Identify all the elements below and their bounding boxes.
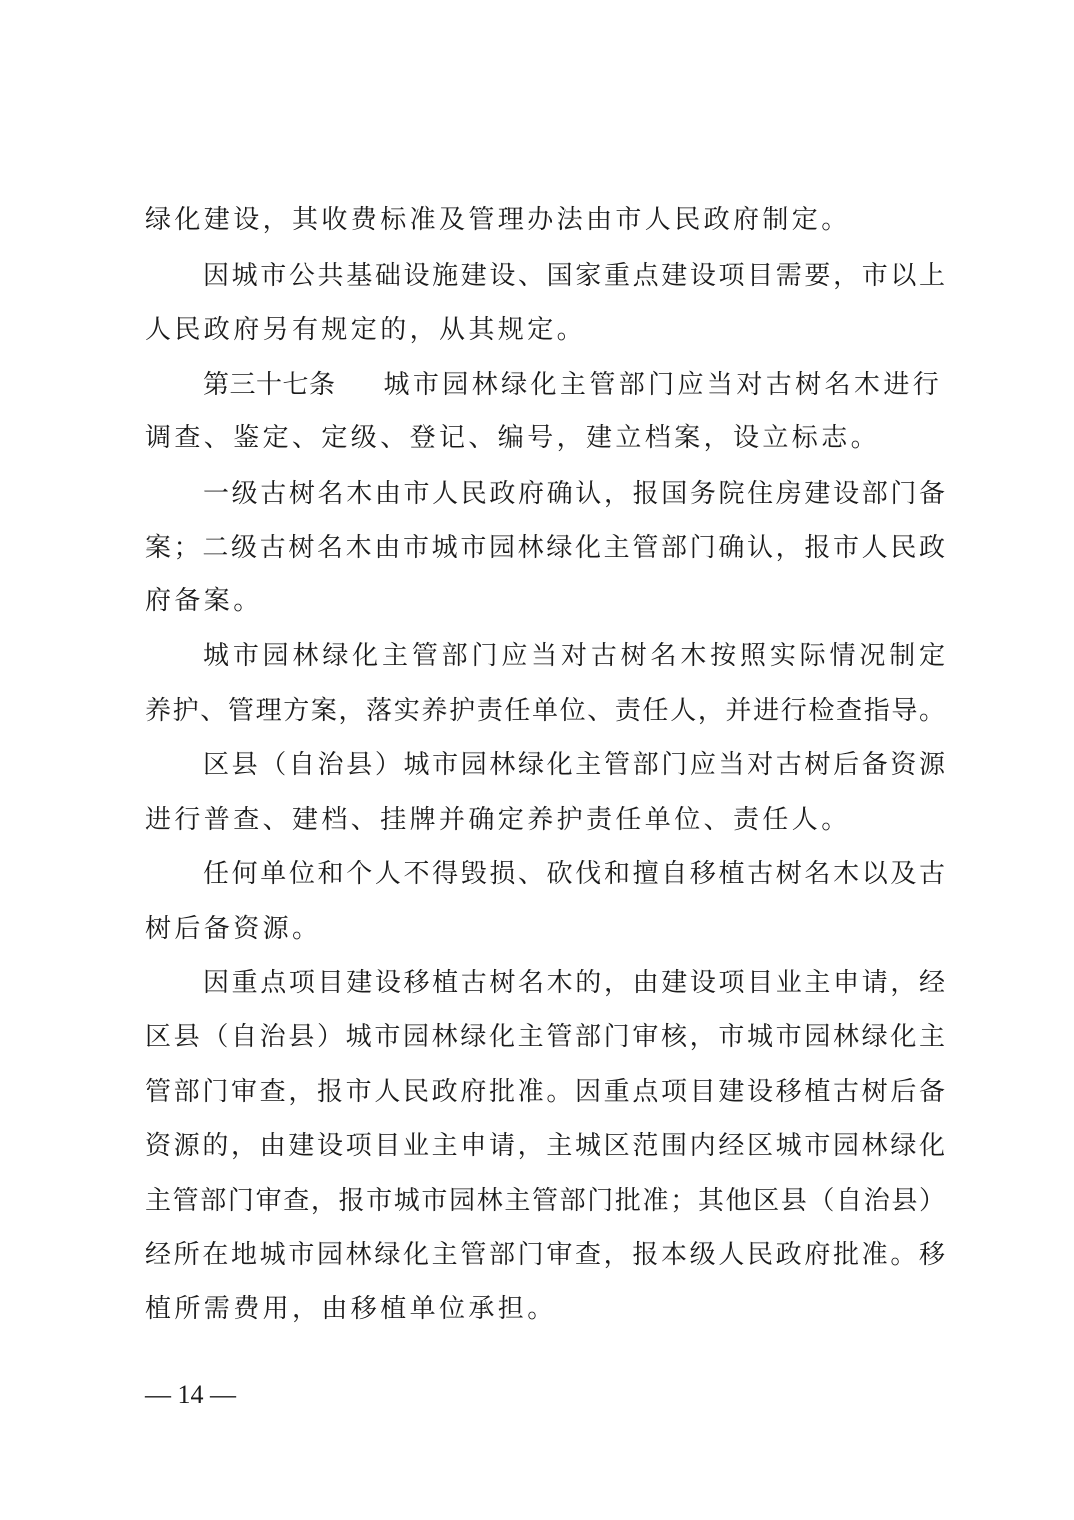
paragraph-line: 案；二级古树名木由市城市园林绿化主管部门确认，报市人民政 [145, 533, 945, 563]
paragraph-line: 城市园林绿化主管部门应当对古树名木按照实际情况制定 [203, 641, 945, 671]
paragraph-line: 区县（自治县）城市园林绿化主管部门应当对古树后备资源 [203, 750, 945, 780]
paragraph-line: 一级古树名木由市人民政府确认，报国务院住房建设部门备 [203, 479, 945, 509]
paragraph-line: 资源的，由建设项目业主申请，主城区范围内经区城市园林绿化 [145, 1131, 945, 1161]
article-heading-line [203, 365, 945, 405]
article-number: 第三十七条 [203, 370, 336, 400]
paragraph-line: 府备案。 [145, 586, 263, 616]
paragraph-line: 人民政府另有规定的，从其规定。 [145, 315, 587, 345]
paragraph-line: 植所需费用，由移植单位承担。 [145, 1294, 557, 1324]
paragraph-line: 主管部门审查，报市城市园林主管部门批准；其他区县（自治县） [145, 1186, 945, 1216]
paragraph-line: 调查、鉴定、定级、登记、编号，建立档案，设立标志。 [145, 423, 881, 453]
paragraph-line: 绿化建设，其收费标准及管理办法由市人民政府制定。 [145, 205, 851, 235]
paragraph-line: 养护、管理方案，落实养护责任单位、责任人，并进行检查指导。 [145, 696, 945, 726]
paragraph-line: 区县（自治县）城市园林绿化主管部门审核，市城市园林绿化主 [145, 1022, 945, 1052]
paragraph-line: 经所在地城市园林绿化主管部门审查，报本级人民政府批准。移 [145, 1240, 945, 1270]
article-text: 城市园林绿化主管部门应当对古树名木进行 [383, 370, 943, 400]
paragraph-line: 管部门审查，报市人民政府批准。因重点项目建设移植古树后备 [145, 1077, 945, 1107]
paragraph-line: 因城市公共基础设施建设、国家重点建设项目需要，市以上 [203, 261, 945, 291]
paragraph-line: 树后备资源。 [145, 914, 322, 944]
paragraph-line: 任何单位和个人不得毁损、砍伐和擅自移植古树名木以及古 [203, 859, 945, 889]
paragraph-line: 因重点项目建设移植古树名木的，由建设项目业主申请，经 [203, 968, 945, 998]
paragraph-line: 进行普查、建档、挂牌并确定养护责任单位、责任人。 [145, 805, 851, 835]
page-number: — 14 — [145, 1380, 236, 1409]
